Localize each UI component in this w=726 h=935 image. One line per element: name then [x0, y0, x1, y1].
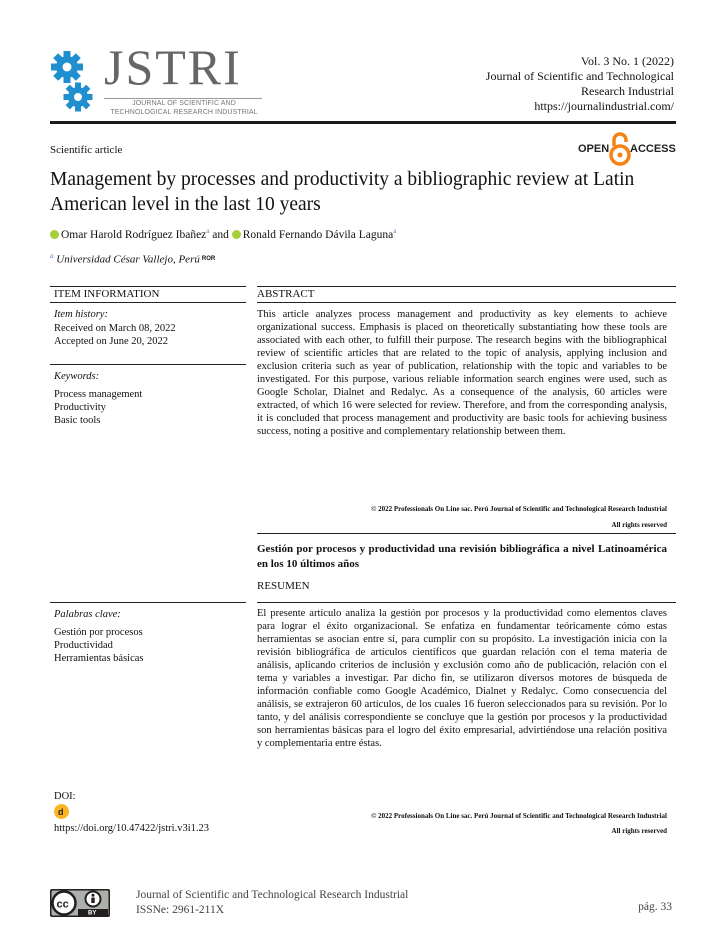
doi-icon — [54, 804, 69, 819]
keywords-rule — [50, 364, 246, 365]
abstract-heading: ABSTRACT — [257, 288, 315, 300]
journal-logo-gears-icon — [50, 48, 96, 116]
palabras-clave-label: Palabras clave: — [54, 609, 121, 620]
spanish-title: Gestión por procesos y productividad una revisión bibliográfica a nivel Latinoamérica en los 10 últimos años — [257, 543, 667, 570]
keyword-item: Process management — [54, 389, 143, 400]
resumen-copyright: © 2022 Professionals On Line sac. Perú Journal of Scientific and Technological Research Industrial — [371, 812, 667, 820]
accepted-date: Accepted on June 20, 2022 — [54, 336, 169, 347]
article-type: Scientific article — [50, 144, 123, 156]
journal-info — [486, 54, 674, 114]
journal-url[interactable]: https://journalindustrial.com/ — [534, 99, 674, 113]
journal-logo-subtitle: JOURNAL OF SCIENTIFIC AND TECHNOLOGICAL RESEARCH INDUSTRIAL — [110, 100, 258, 116]
open-access-badge — [578, 132, 678, 166]
journal-name-line1: Journal of Scientific and Technological — [485, 69, 674, 83]
keyword-item: Basic tools — [54, 415, 101, 426]
author-name: Omar Harold Rodríguez Ibañez — [61, 228, 207, 241]
svg-text:d: d — [58, 807, 64, 817]
abstract-bottom-rule — [257, 302, 676, 303]
abstract-copyright: © 2022 Professionals On Line sac. Perú Journal of Scientific and Technological Research Industrial — [371, 505, 667, 513]
abstract-top-rule — [257, 286, 676, 287]
cc-text: cc — [56, 898, 69, 911]
abstract-end-rule — [257, 533, 676, 534]
journal-logo-text: JSTRI — [104, 39, 242, 95]
palabra-clave-item: Productividad — [54, 640, 113, 651]
affiliation — [50, 252, 215, 266]
palabra-clave-item: Gestión por procesos — [54, 627, 143, 638]
keywords-label: Keywords: — [54, 371, 100, 382]
by-text: BY — [88, 910, 97, 917]
author-affiliation-marker: a — [206, 227, 210, 235]
palabra-clave-item: Herramientas básicas — [54, 653, 144, 664]
abstract-rights: All rights reserved — [611, 521, 667, 529]
resumen-text: El presente artículo analiza la gestión por procesos y la productividad como elementos claves para lograr el éxito organizacional. Se enfatiza en fundamentar teóricamente cómo estas herramientas se asocian entre sí, para cumplir con su propósito. La investigación inicia con la revisión bibliográfica de artículos científicos que guardan relación con el tema materia de análisis, aplicando criterios de inclusión y exclusión como año de publicación, relación con el tema y variables a investigar. Par dicho fin, se utilizaron diversos motores de búsqueda de información confiable como Google Académico, Dialnet y Redalyc. Como consecuencia del análisis, se extrajeron 60 artículos, de los cuales 16 fueron seleccionados para su revisión. Por lo tanto, y del análisis correspondiente se concluye que la gestión por procesos y la productividad son herramientas básicas para el logro del éxito empresarial, advirtiéndose una relación positiva y complementaria entre éstas. — [257, 608, 667, 749]
creative-commons-license-icon[interactable] — [50, 889, 110, 917]
item-history-label: Item history: — [54, 309, 108, 320]
item-info-bottom-rule — [50, 302, 246, 303]
author-name: Ronald Fernando Dávila Laguna — [242, 228, 394, 241]
resumen-rule — [257, 602, 676, 603]
doi-link[interactable]: https://doi.org/10.47422/jstri.v3i1.23 — [54, 823, 209, 834]
author-affiliation-marker: a — [393, 227, 397, 235]
orcid-icon[interactable] — [50, 230, 59, 239]
affiliation-marker: a — [50, 252, 54, 260]
resumen-heading: RESUMEN — [257, 580, 310, 592]
received-date: Received on March 08, 2022 — [54, 323, 176, 334]
palabras-clave-rule — [50, 602, 246, 603]
keyword-item: Productivity — [54, 402, 106, 413]
author-list — [50, 227, 396, 241]
abstract-text: This article analyzes process management and productivity as key elements to achieve organizational success. Emphasis is placed on theoretically substantiating how these tools are associated with each other, to fulfill their purpose. The research begins with the bibliographical review of scientific articles that are related to the topic of analysis, applying inclusion and exclusion criteria such as year of publication, relationship with the topic and variables to be investigated. For this purpose, various reliable information search engines were used, such as Google Scholar, Dialnet and Redalyc. As a consequence of the analysis, 60 articles were extracted, of which 16 were selected for review. Therefore, and from the corresponding analysis, it is concluded that process management and productivity are basic tools for achieving business success, noting a positive and complementary relationship between them. — [257, 309, 667, 437]
footer-journal-info — [136, 888, 408, 918]
ror-icon[interactable]: ROR — [201, 255, 216, 262]
footer-issn: ISSNe: 2961-211X — [136, 904, 225, 916]
volume-info: Vol. 3 No. 1 (2022) — [580, 54, 674, 68]
item-info-top-rule — [50, 286, 246, 287]
header-rule — [50, 121, 676, 124]
journal-name-line2: Research Industrial — [581, 84, 674, 98]
footer-journal-name: Journal of Scientific and Technological Research Industrial — [136, 889, 409, 901]
page-number: pág. 33 — [638, 901, 672, 913]
affiliation-text: Universidad César Vallejo, Perú — [56, 253, 200, 266]
item-info-heading: ITEM INFORMATION — [54, 288, 160, 300]
author-conjunction: and — [212, 228, 229, 241]
open-access-access-label: ACCESS — [630, 143, 676, 155]
resumen-rights: All rights reserved — [611, 827, 667, 835]
open-access-lock-icon — [609, 132, 631, 166]
doi-label: DOI: — [54, 791, 76, 802]
article-title: Management by processes and productivity a bibliographic review at Latin American level in the last 10 years — [50, 169, 635, 215]
orcid-icon[interactable] — [232, 230, 241, 239]
open-access-open-label: OPEN — [578, 143, 610, 155]
